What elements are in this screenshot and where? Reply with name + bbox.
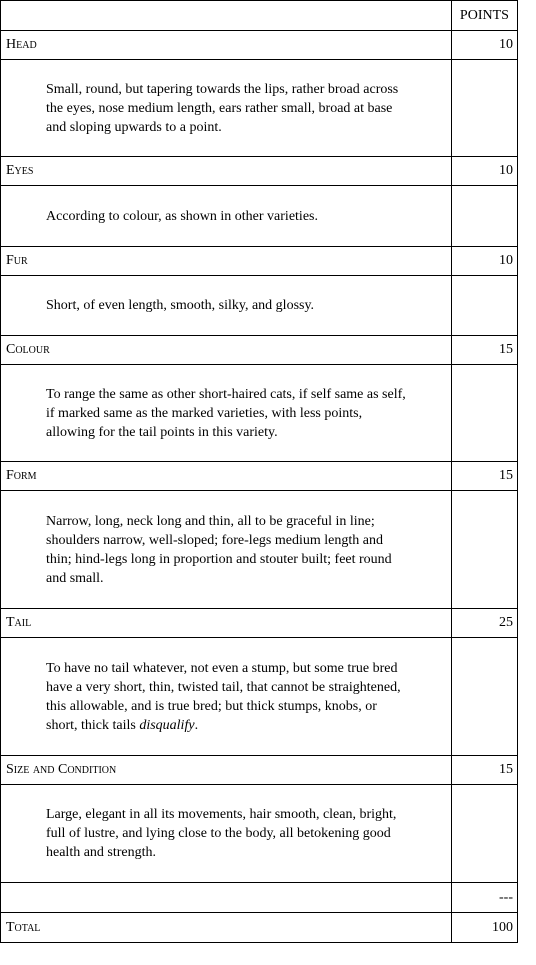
category-name-eyes: Eyes	[1, 157, 452, 186]
description-tail-emphasis: disqualify	[139, 717, 195, 733]
points-eyes: 10	[451, 157, 517, 186]
points-column-header: POINTS	[451, 1, 517, 31]
separator-dashes: ---	[451, 883, 517, 913]
description-points-empty	[451, 365, 517, 462]
category-row-tail	[1, 609, 518, 638]
description-points-empty	[451, 60, 517, 157]
category-name-form: Form	[1, 462, 452, 491]
description-points-empty	[451, 785, 517, 883]
category-name-tail: Tail	[1, 609, 452, 638]
description-points-empty	[451, 638, 517, 756]
total-row	[1, 913, 518, 943]
category-row-colour	[1, 336, 518, 365]
description-eyes: According to colour, as shown in other varieties.	[1, 186, 452, 247]
points-fur: 10	[451, 247, 517, 276]
description-points-empty	[451, 491, 517, 609]
description-row-colour	[1, 365, 518, 462]
category-name-size-and-condition: Size and Condition	[1, 756, 452, 785]
description-size-and-condition: Large, elegant in all its movements, hair smooth, clean, bright, full of lustre, and lying close to the body, all betokening good health and strength.	[1, 785, 452, 883]
category-row-fur	[1, 247, 518, 276]
description-tail-main: To have no tail whatever, not even a stump, but some true bred have a very short, thin, twisted tail, that cannot be straightened, this allowable, and is true bred; but thick stumps, knobs, or short, thick tails	[46, 660, 401, 733]
description-row-eyes	[1, 186, 518, 247]
description-colour: To range the same as other short-haired cats, if self same as self, if marked same as the marked varieties, with less points, allowing for the tail points in this variety.	[1, 365, 452, 462]
header-empty-cell	[1, 1, 452, 31]
total-points: 100	[451, 913, 517, 943]
category-row-form	[1, 462, 518, 491]
description-row-form	[1, 491, 518, 609]
description-row-head	[1, 60, 518, 157]
separator-empty-cell	[1, 883, 452, 913]
points-head: 10	[451, 31, 517, 60]
description-form: Narrow, long, neck long and thin, all to be graceful in line; shoulders narrow, well-sloped; fore-legs medium length and thin; hind-legs long in proportion and stouter built; feet round and small.	[1, 491, 452, 609]
description-row-fur	[1, 276, 518, 336]
description-head: Small, round, but tapering towards the lips, rather broad across the eyes, nose medium length, ears rather small, broad at base and sloping upwards to a point.	[1, 60, 452, 157]
description-fur: Short, of even length, smooth, silky, and glossy.	[1, 276, 452, 336]
category-name-fur: Fur	[1, 247, 452, 276]
category-row-head	[1, 31, 518, 60]
description-tail-end: .	[194, 717, 199, 733]
description-row-size-and-condition	[1, 785, 518, 883]
points-form: 15	[451, 462, 517, 491]
header-row	[1, 1, 518, 31]
description-row-tail	[1, 638, 518, 756]
total-label: Total	[1, 913, 452, 943]
category-name-colour: Colour	[1, 336, 452, 365]
separator-row	[1, 883, 518, 913]
points-size-and-condition: 15	[451, 756, 517, 785]
category-name-head: Head	[1, 31, 452, 60]
points-tail: 25	[451, 609, 517, 638]
category-row-size-and-condition	[1, 756, 518, 785]
description-points-empty	[451, 186, 517, 247]
description-tail	[1, 638, 452, 756]
category-row-eyes	[1, 157, 518, 186]
description-points-empty	[451, 276, 517, 336]
points-colour: 15	[451, 336, 517, 365]
